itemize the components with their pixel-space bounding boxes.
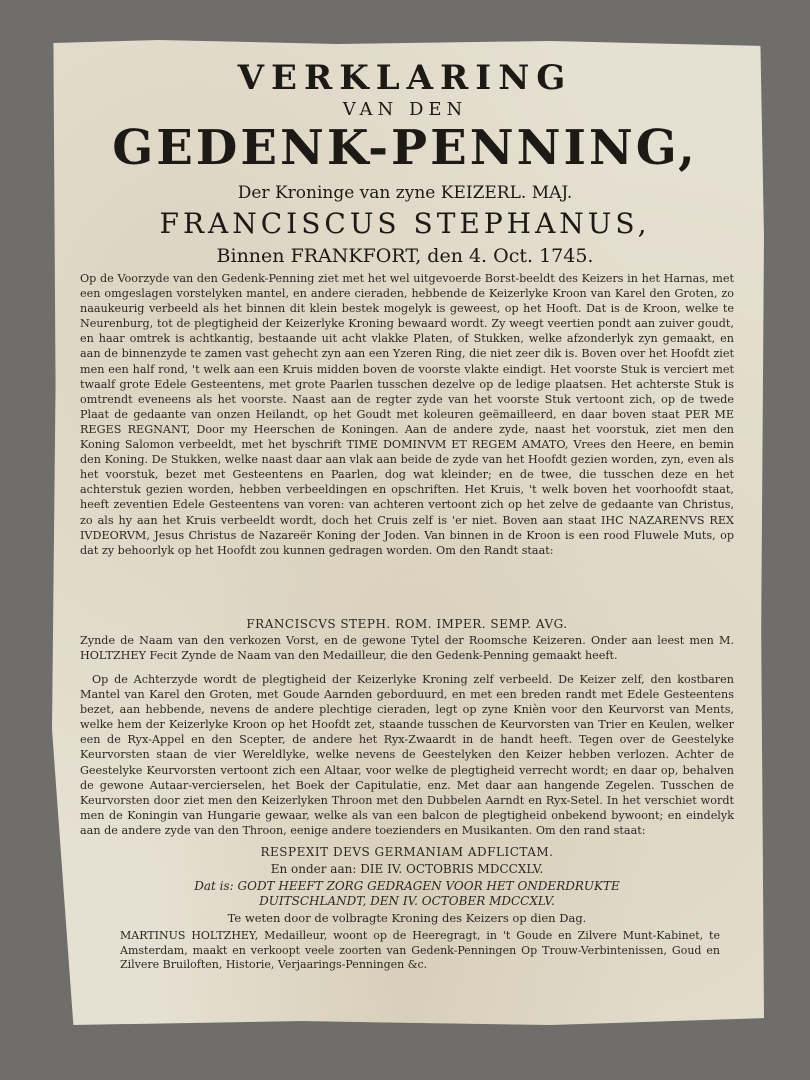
- inscription-note: Te weten door de volbragte Kroning des Keizers op dien Dag.: [227, 911, 587, 925]
- inscription-date: En onder aan: DIE IV. OCTOBRIS MDCCXLV.: [270, 862, 544, 876]
- inscription-translation-1: Dat is: GODT HEEFT ZORG GEDRAGEN VOOR HET ONDERDRUKTE: [194, 879, 620, 893]
- title-kroninge: Der Kroninge van zyne KEIZERL. MAJ.: [237, 183, 573, 203]
- title-place-date: Binnen FRANKFORT, den 4. Oct. 1745.: [216, 245, 594, 267]
- inscription-respexit: RESPEXIT DEVS GERMANIAM ADFLICTAM.: [260, 845, 554, 859]
- title-verklaring: VERKLARING: [237, 58, 573, 98]
- paragraph-names: Zynde de Naam van den verkozen Vorst, en de gewone Tytel der Roomsche Keizeren. Onder aan leest men M. HOLTZHEY Fecit Zynde de Naam van den Medailleur, die den Gedenk-Penning gemaakt heeft.: [80, 634, 734, 663]
- inscription-translation-2: DUITSCHLANDT, DEN IV. OCTOBER MDCCXLV.: [259, 894, 555, 908]
- title-van-den: VAN DEN: [342, 99, 468, 120]
- obverse-legend: FRANCISCVS STEPH. ROM. IMPER. SEMP. AVG.: [246, 617, 568, 631]
- paragraph-reverse: Op de Achterzyde wordt de plegtigheid der Keizerlyke Kroning zelf verbeeld. De Keizer zelf, den kostbaren Mantel van Karel den Groten, met Goude Aarnden geborduurd, en met een breden randt met Edele Gesteentens bezet, aan hebbende, nevens de andere plechtige cieraden, legt op zyne Knièn voor den Keurvorst van Ments, welke hem der Keizerlyke Kroon op het Hoofdt zet, staande tusschen de Keurvorsten van Trier en Keulen, welker een de Ryx-Appel en den Scepter, de andere het Ryx-Zwaardt in de handt heeft. Tegen over de Geestelyke Keurvorsten staan de vier Wereldlyke, welke nevens de Geestelyken den Keizer hebben verlozen. Achter de Geestelyke Keurvorsten vertoont zich een Altaar, voor welke de plegtigheid verrecht wordt; en daar op, behalven de gewone Autaar-vercierselen, het Boek der Capitulatie, enz. Met daar aan hangende Zegelen. Tusschen de Keurvorsten door ziet men den Keizerlyken Throon met den Dubbelen Aarndt en Ryx-Setel. In het verschiet wordt men de Koningin van Hungarie gewaar, welke als van een balcon de plegtigheid onbekend bywoont; en eindelyk aan de andere zyde van den Throon, eenige andere toezienders en Musikanten. Om den rand staat:: [80, 673, 734, 837]
- title-gedenk-penning: GEDENK-PENNING,: [112, 120, 698, 176]
- printer-imprint: MARTINUS HOLTZHEY, Medailleur, woont op de Heeregragt, in 't Goude en Zilvere Munt-Kabinet, te Amsterdam, maakt en verkoopt veele zoorten van Gedenk-Penningen Op Trouw-Verbintenissen, Goud en Zilvere Bruiloften, Historie, Verjaarings-Penningen &c.: [120, 929, 720, 971]
- title-franciscus: FRANCISCUS STEPHANUS,: [159, 207, 651, 240]
- paragraph-obverse: Op de Voorzyde van den Gedenk-Penning ziet met het wel uitgevoerde Borst-beeldt des Keizers in het Harnas, met een omgeslagen vorstelyken mantel, en andere cieraden, hebbende de Keizerlyke Kroon van Karel den Groten, zo naaukeurig verbeeld als het binnen dit klein bestek mogelyk is geweest, op het Hooft. Dat is de Kroon, welke te Neurenburg, tot de plegtigheid der Keizerlyke Kroning bewaard wordt. Zy weegt veertien pondt aan zuiver goudt, en haar omtrek is achtkantig, bestaande uit acht vlakke Platen, of Stukken, welke afzonderlyk zyn gemaakt, en aan de binnenzyde te zamen vast gehecht zyn aan een Yzeren Ring, die niet zeer dik is. Boven over het Hoofdt ziet men een half rond, 't welk aan een Kruis midden boven de voorste vlakte eindigt. Het voorste Stuk is verciert met twaalf grote Edele Gesteentens, met grote Paarlen tusschen dezelve op de ledige plaatsen. Het achterste Stuk is omtrendt eveneens als het voorste. Naast aan de regter zyde van het voorste Stuk vertoont zich, op de twede Plaat de gedaante van onzen Heilandt, op het Goudt met koleuren geëmailleerd, en daar boven staat PER ME REGES REGNANT, Door my Heerschen de Koningen. Aan de andere zyde, naast het voorstuk, ziet men den Koning Salomon verbeeldt, met het byschrift TIME DOMINVM ET REGEM AMATO, Vrees den Heere, en bemin den Koning. De Stukken, welke naast daar aan vlak aan beide de zyde van het Hoofdt gezien worden, zyn, even als het voorstuk, bezet met Gesteentens en Paarlen, dog wat kleinder; en de twee, die tusschen deze en het achterstuk gezien worden, hebben verbeeldingen en opschriften. Het Kruis, 't welk boven het voorhoofdt staat, heeft zeventien Edele Gesteentens van voren: van achteren vertoont zich op het zelve de gedaante van Christus, zo als hy aan het Kruis verbeeldt wordt, doch het Cruis zelf is 'er niet. Boven aan staat IHC NAZARENVS REX IVDEORVM, Jesus Christus de Nazareër Koning der Joden. Van binnen in de Kroon is een rood Fluwele Muts, op dat zy behoorlyk op het Hoofdt zou kunnen gedragen worden. Om den Randt staat:: [80, 272, 734, 557]
